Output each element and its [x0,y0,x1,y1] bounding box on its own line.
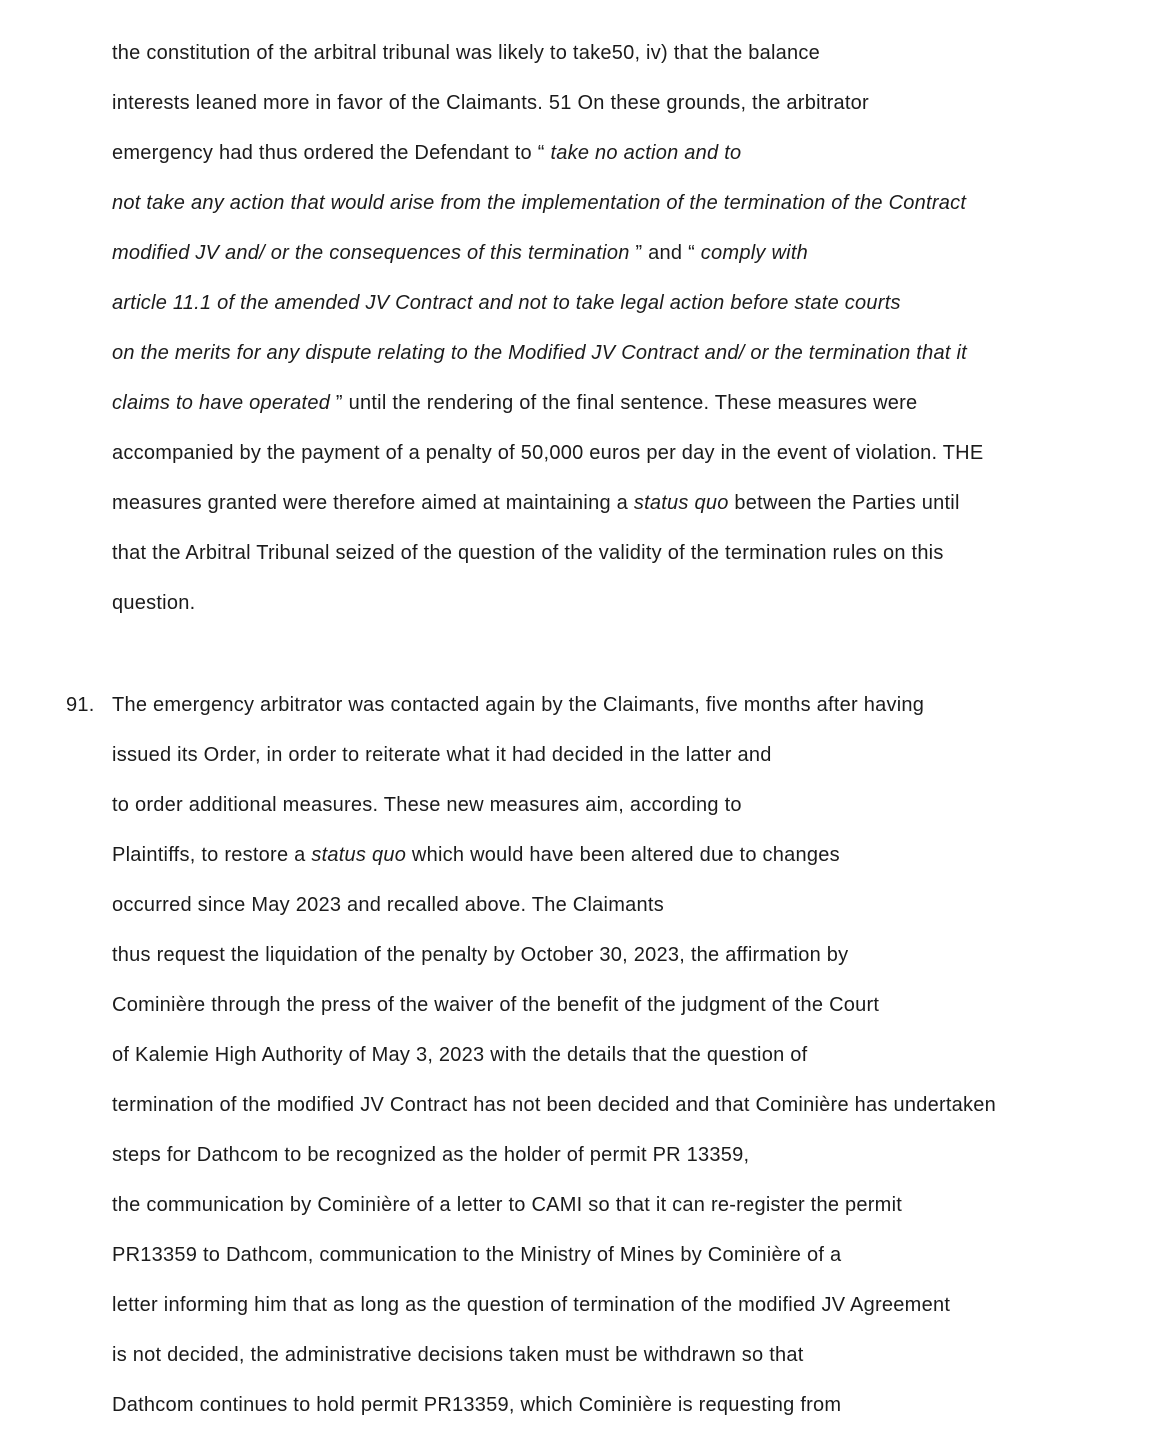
text-run: emergency had thus ordered the Defendant to “ [112,142,551,164]
text-run: issued its Order, in order to reiterate what it had decided in the latter and [112,744,772,766]
text-run: question. [112,592,196,614]
text-run: occurred since May 2023 and recalled above. The Claimants [112,894,664,916]
text-line [112,1130,996,1180]
text-line [112,428,996,478]
text-line [112,1030,996,1080]
text-line [112,1080,996,1130]
text-run: the communication by Cominière of a letter to CAMI so that it can re-register the permit [112,1194,903,1216]
text-run: which would have been altered due to changes [406,844,840,866]
text-run: to order additional measures. These new measures aim, according to [112,794,742,816]
text-line [112,128,996,178]
text-run: ” and “ [635,242,701,264]
text-line [66,680,996,730]
text-run: of Kalemie High Authority of May 3, 2023 with the details that the question of [112,1044,808,1066]
text-line [112,378,996,428]
text-run-italic: status quo [311,844,407,866]
document-content [66,28,997,1430]
text-run: accompanied by the payment of a penalty of 50,000 euros per day in the event of violation. THE [112,442,984,464]
text-run: steps for Dathcom to be recognized as the holder of permit PR 13359, [112,1144,750,1166]
text-run: the constitution of the arbitral tribunal was likely to take50, iv) that the balance [112,42,821,64]
text-line [112,780,996,830]
text-run: between the Parties until [728,492,960,514]
text-run-italic: on the merits for any dispute relating to the Modified JV Contract and/ or the termination that it [112,342,967,364]
text-line [112,28,996,78]
text-run: The emergency arbitrator was contacted again by the Claimants, five months after having [112,694,925,716]
paragraph [66,680,997,1430]
text-run-italic: take no action and to [550,142,742,164]
text-run: ” until the rendering of the final sentence. These measures were [335,392,918,414]
text-run: PR13359 to Dathcom, communication to the Ministry of Mines by Cominière of a [112,1244,842,1266]
paragraph-number: 91. [66,694,95,716]
text-run-italic: status quo [633,492,729,514]
text-run: thus request the liquidation of the penalty by October 30, 2023, the affirmation by [112,944,849,966]
text-line [112,1380,996,1430]
text-line [112,328,996,378]
text-run: termination of the modified JV Contract has not been decided and that Cominière has undertaken [112,1094,997,1116]
text-run: Plaintiffs, to restore a [112,844,312,866]
text-run: measures granted were therefore aimed at maintaining a [112,492,634,514]
paragraph [112,28,996,628]
text-run-italic: article 11.1 of the amended JV Contract and not to take legal action before state courts [112,292,901,314]
text-line [112,730,996,780]
text-line [112,228,996,278]
text-run: Dathcom continues to hold permit PR13359, which Cominière is requesting from [112,1394,842,1416]
text-run: Cominière through the press of the waiver of the benefit of the judgment of the Court [112,994,880,1016]
text-line [112,78,996,128]
text-run: letter informing him that as long as the question of termination of the modified JV Agreement [112,1294,951,1316]
text-line [112,578,996,628]
text-line [112,1330,996,1380]
text-run: is not decided, the administrative decisions taken must be withdrawn so that [112,1344,804,1366]
text-run-italic: comply with [700,242,809,264]
text-run: interests leaned more in favor of the Claimants. 51 On these grounds, the arbitrator [112,92,869,114]
text-run-italic: claims to have operated [112,392,336,414]
text-line [112,178,996,228]
text-run-italic: modified JV and/ or the consequences of this termination [112,242,636,264]
text-line [112,830,996,880]
text-run: that the Arbitral Tribunal seized of the question of the validity of the termination rules on this [112,542,944,564]
text-line [112,930,996,980]
text-line [112,528,996,578]
text-line [112,1230,996,1280]
text-line [112,880,996,930]
text-line [112,1280,996,1330]
text-run-italic: not take any action that would arise from the implementation of the termination of the Contract [112,192,967,214]
text-line [112,278,996,328]
text-line [112,1180,996,1230]
text-line [112,980,996,1030]
text-line [112,478,996,528]
